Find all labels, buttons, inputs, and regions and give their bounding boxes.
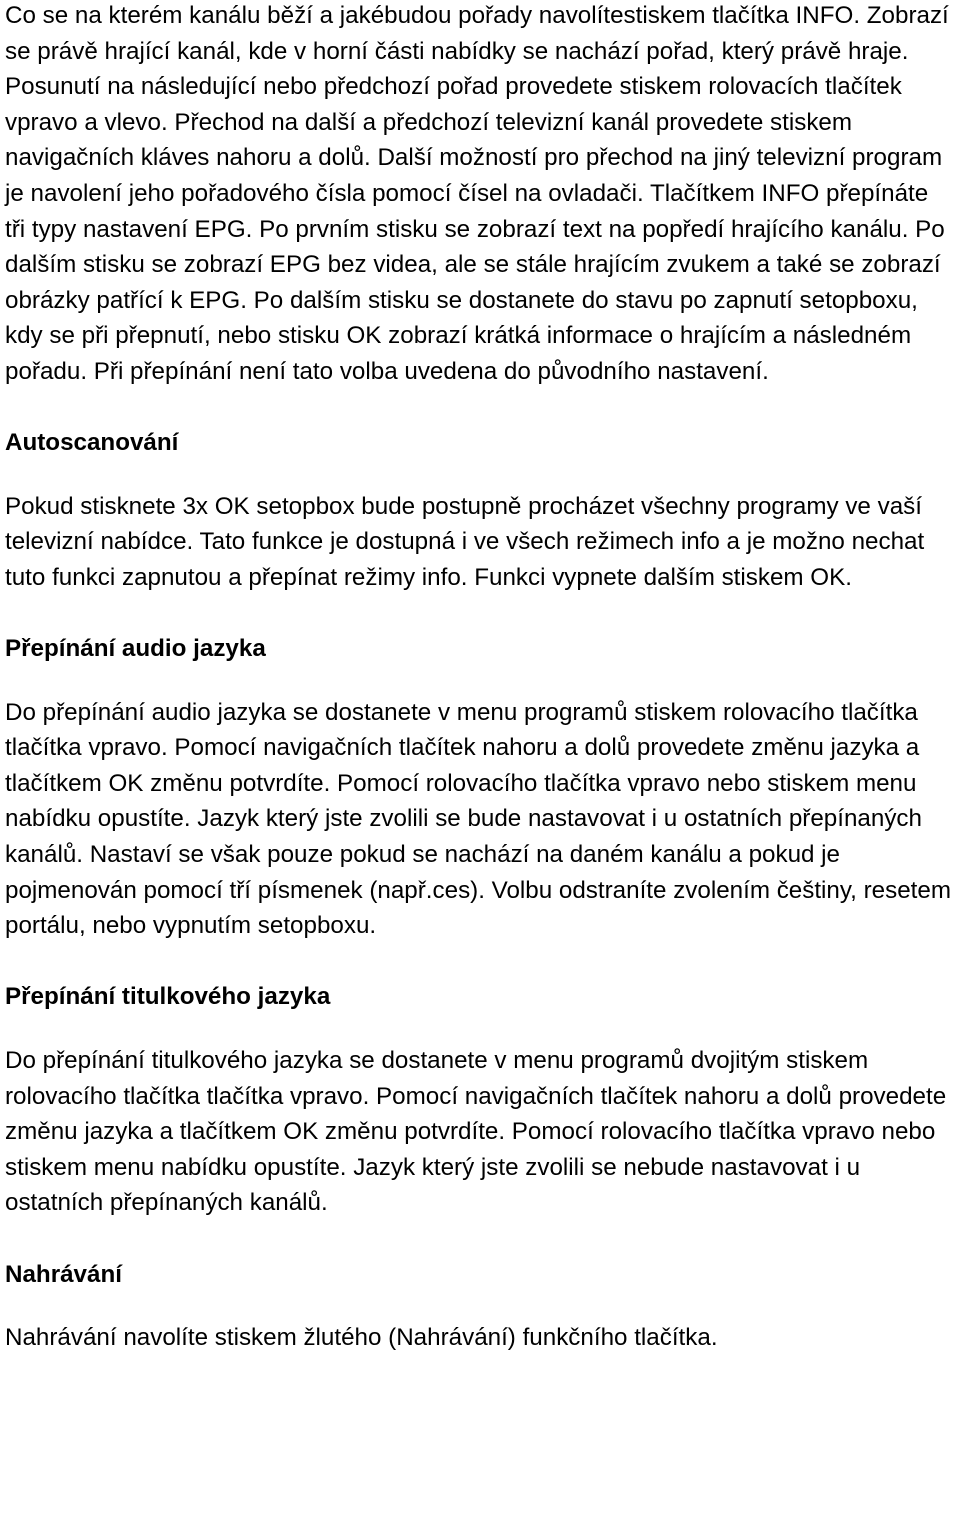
heading-recording: Nahrávání xyxy=(5,1260,122,1288)
heading-autoscan: Autoscanování xyxy=(5,429,179,457)
subtitle-language-paragraph: Do přepínání titulkového jazyka se dostanete v menu programů dvojitým stiskem rolovacího tlačítka tlačítka vpravo. Pomocí navigačních tlačítek nahoru a dolů provedete změnu jazyka a tlačítkem OK změnu potvrdíte. Pomocí rolovacího tlačítka vpravo nebo stiskem menu nabídku opustíte. Jazyk který jste zvolili se nebude nastavovat i u ostatních přepínaných kanálů. xyxy=(5,1047,947,1217)
recording-paragraph: Nahrávání navolíte stiskem žlutého (Nahrávání) funkčního tlačítka. xyxy=(5,1324,718,1352)
spacer xyxy=(5,1292,955,1320)
spacer xyxy=(5,1015,955,1043)
spacer xyxy=(5,390,955,426)
autoscan-paragraph: Pokud stisknete 3x OK setopbox bude postupně procházet všechny programy ve vaší televizní nabídce. Tato funkce je dostupná i ve všech režimech info a je možno nechat tuto funkci zapnutou a přepínat režimy info. Funkci vypnete dalším stiskem OK. xyxy=(5,492,925,591)
spacer xyxy=(5,944,955,980)
heading-audio-language: Přepínání audio jazyka xyxy=(5,635,266,663)
intro-paragraph: Co se na kterém kanálu běží a jakébudou pořady navolítestiskem tlačítka INFO. Zobrazí se právě hrající kanál, kde v horní části nabídky se nachází pořad, který právě hraje. Posunutí na následující nebo předchozí pořad provedete stiskem rolovacích tlačítek vpravo a vlevo. Přechod na další a předchozí televizní kanál provedete stiskem navigačních kláves nahoru a dolů. Další možností pro přechod na jiný televizní program je navolení jeho pořadového čísla pomocí čísel na ovladači. Tlačítkem INFO přepínáte tři typy nastavení EPG. Po prvním stisku se zobrazí text na popředí hrajícího kanálu. Po dalším stisku se zobrazí EPG bez videa, ale se stále hrajícím zvukem a také se zobrazí obrázky patřící k EPG. Po dalším stisku se dostanete do stavu po zapnutí setopboxu, kdy se při přepnutí, nebo stisku OK zobrazí krátká informace o hrajícím a následném pořadu. Při přepínání není tato volba uvedena do původního nastavení. xyxy=(5,2,949,385)
document-page xyxy=(5,0,955,1356)
spacer xyxy=(5,1221,955,1257)
spacer xyxy=(5,596,955,632)
spacer xyxy=(5,461,955,489)
heading-subtitle-language: Přepínání titulkového jazyka xyxy=(5,983,331,1011)
spacer xyxy=(5,667,955,695)
audio-language-paragraph: Do přepínání audio jazyka se dostanete v menu programů stiskem rolovacího tlačítka tlačítka vpravo. Pomocí navigačních tlačítek nahoru a dolů provedete změnu jazyka a tlačítkem OK změnu potvrdíte. Pomocí rolovacího tlačítka vpravo nebo stiskem menu nabídku opustíte. Jazyk který jste zvolili se bude nastavovat i u ostatních přepínaných kanálů. Nastaví se však pouze pokud se nachází na daném kanálu a pokud je pojmenován pomocí tří písmenek (např.ces). Volbu odstraníte zvolením češtiny, resetem portálu, nebo vypnutím setopboxu. xyxy=(5,698,951,940)
